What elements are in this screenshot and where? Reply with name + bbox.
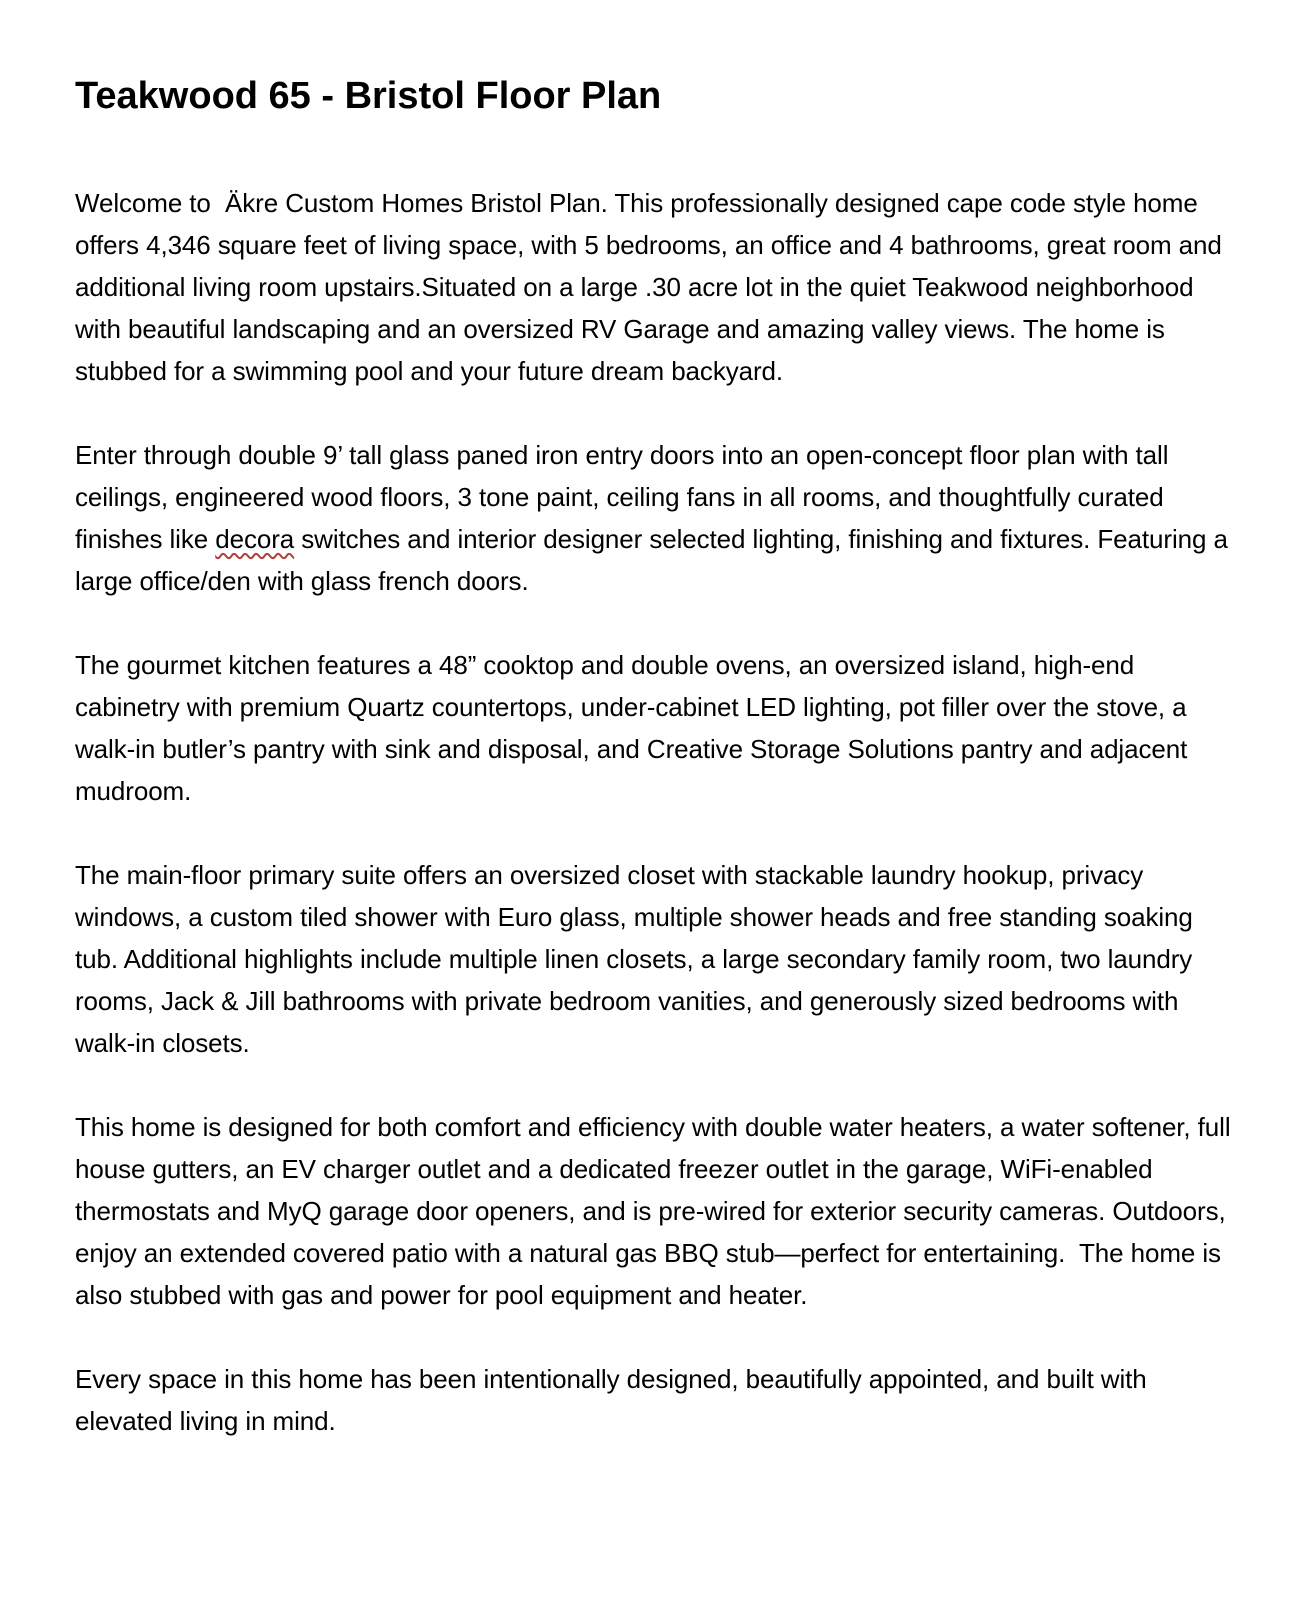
misspelled-word[interactable]: decora [215,523,295,554]
paragraph-text: switches and interior designer selected lighting, finishing and fixtures. Featuring a large office/den with glass french doors. [75,523,1235,596]
paragraph-entry [75,434,1241,602]
page-title: Teakwood 65 - Bristol Floor Plan [75,75,662,117]
paragraph-primary-suite: The main-floor primary suite offers an oversized closet with stackable laundry hookup, privacy windows, a custom tiled shower with Euro glass, multiple shower heads and free standing soaking tub. Additional highlights include multiple linen closets, a large secondary family room, two laundry rooms, Jack & Jill bathrooms with private bedroom vanities, and generously sized bedrooms with walk-in closets. [75,859,1200,1058]
paragraph-efficiency: This home is designed for both comfort and efficiency with double water heaters, a water softener, full house gutters, an EV charger outlet and a dedicated freezer outlet in the garage, WiFi-enabled thermostats and MyQ garage door openers, and is pre-wired for exterior security cameras. Outdoors, enjoy an extended covered patio with a natural gas BBQ stub—perfect for entertaining. The home is also stubbed with gas and power for pool equipment and heater. [75,1111,1238,1310]
paragraph-closing: Every space in this home has been intentionally designed, beautifully appointed, and built with elevated living in mind. [75,1363,1154,1436]
paragraph-text: Enter through double 9’ tall glass paned iron entry doors into an open-concept floor plan with tall ceilings, engineered wood floors, 3 tone paint, ceiling fans in all rooms, and thoughtfully curated finishes like [75,439,1176,554]
paragraph-intro: Welcome to Äkre Custom Homes Bristol Plan. This professionally designed cape code style home offers 4,346 square feet of living space, with 5 bedrooms, an office and 4 bathrooms, great room and additional living room upstairs.Situated on a large .30 acre lot in the quiet Teakwood neighborhood with beautiful landscaping and an oversized RV Garage and amazing valley views. The home is stubbed for a swimming pool and your future dream backyard. [75,187,1229,386]
paragraph-kitchen: The gourmet kitchen features a 48” cooktop and double ovens, an oversized island, high-end cabinetry with premium Quartz countertops, under-cabinet LED lighting, pot filler over the stove, a walk-in butler’s pantry with sink and disposal, and Creative Storage Solutions pantry and adjacent mudroom. [75,649,1195,806]
